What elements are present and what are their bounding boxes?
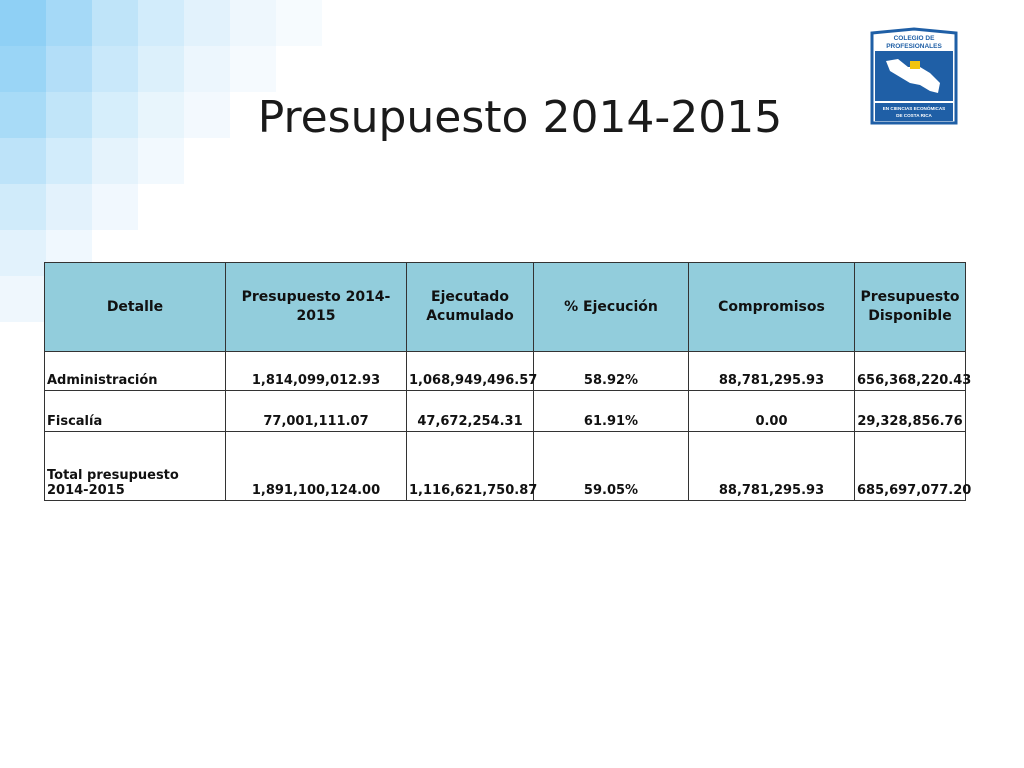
cell-presupuesto: 77,001,111.07 [226, 391, 407, 432]
cell-compromisos: 88,781,295.93 [689, 352, 855, 391]
logo-text-4: DE COSTA RICA [896, 113, 932, 118]
header-presupuesto: Presupuesto 2014-2015 [226, 263, 407, 352]
table-row-total [45, 432, 966, 501]
cell-compromisos: 88,781,295.93 [689, 432, 855, 501]
cell-presupuesto: 1,891,100,124.00 [226, 432, 407, 501]
cell-porcentaje: 59.05% [534, 432, 689, 501]
header-disponible: Presupuesto Disponible [855, 263, 966, 352]
cell-ejecutado: 1,068,949,496.57 [407, 352, 534, 391]
colegio-logo [868, 27, 960, 129]
cell-porcentaje: 61.91% [534, 391, 689, 432]
cell-detalle: Fiscalía [45, 391, 226, 432]
header-porcentaje: % Ejecución [534, 263, 689, 352]
logo-text-3: EN CIENCIAS ECONÓMICAS [882, 106, 946, 111]
cell-ejecutado: 47,672,254.31 [407, 391, 534, 432]
cell-disponible: 656,368,220.43 [855, 352, 966, 391]
logo-text-1: COLEGIO DE [893, 35, 935, 42]
header-ejecutado: Ejecutado Acumulado [407, 263, 534, 352]
cell-disponible: 29,328,856.76 [855, 391, 966, 432]
cell-compromisos: 0.00 [689, 391, 855, 432]
table-header-row [45, 263, 966, 352]
cell-ejecutado: 1,116,621,750.87 [407, 432, 534, 501]
cell-presupuesto: 1,814,099,012.93 [226, 352, 407, 391]
cell-disponible: 685,697,077.20 [855, 432, 966, 501]
table-row [45, 391, 966, 432]
logo-text-2: PROFESIONALES [886, 43, 942, 50]
table-row [45, 352, 966, 391]
budget-table [44, 262, 972, 501]
cell-detalle: Total presupuesto 2014-2015 [45, 432, 226, 501]
cell-detalle: Administración [45, 352, 226, 391]
cell-porcentaje: 58.92% [534, 352, 689, 391]
slide-title: Presupuesto 2014-2015 [257, 92, 783, 143]
header-detalle: Detalle [45, 263, 226, 352]
header-compromisos: Compromisos [689, 263, 855, 352]
